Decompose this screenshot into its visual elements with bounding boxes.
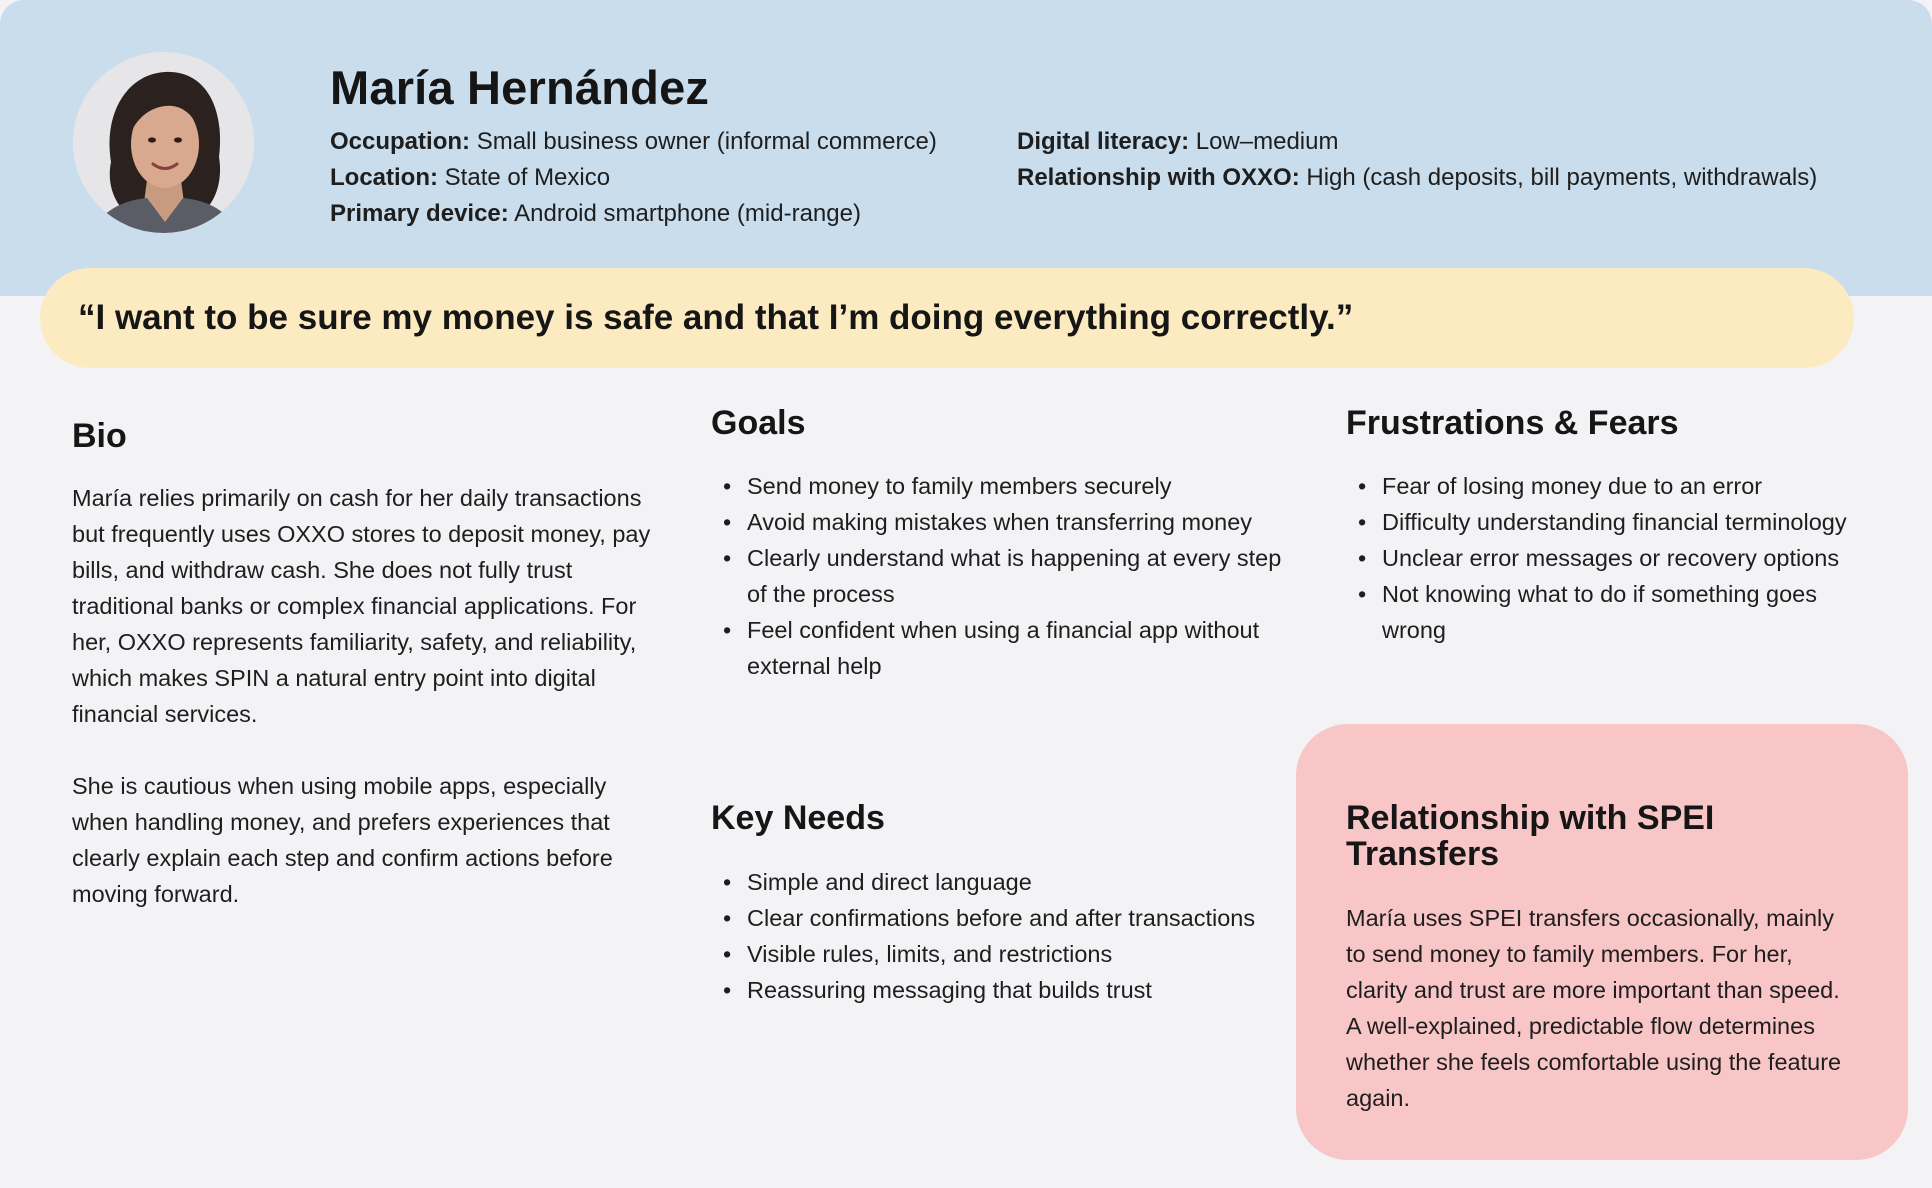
list-item: • Feel confident when using a financial app without external help (711, 612, 1291, 684)
list-item: • Visible rules, limits, and restrictions (711, 936, 1291, 972)
list-item: • Difficulty understanding financial terminology (1346, 504, 1866, 540)
list-item: • Simple and direct language (711, 864, 1291, 900)
spei-title: Relationship with SPEI Transfers (1346, 799, 1715, 873)
goals-title: Goals (711, 404, 806, 442)
persona-name: María Hernández (330, 61, 710, 114)
key-needs-title: Key Needs (711, 799, 885, 837)
goals-list (711, 468, 1291, 684)
list-item: • Avoid making mistakes when transferring money (711, 504, 1291, 540)
detail-digital-literacy: Digital literacy: Low–medium (1017, 128, 1339, 155)
frustrations-list (1346, 468, 1866, 648)
avatar (73, 52, 254, 233)
key-needs-list (711, 864, 1291, 1008)
list-item: • Send money to family members securely (711, 468, 1291, 504)
bio-title: Bio (72, 417, 127, 455)
list-item: • Not knowing what to do if something goes wrong (1346, 576, 1866, 648)
persona-quote (40, 268, 1854, 368)
detail-location: Location: State of Mexico (330, 164, 611, 191)
list-item: • Clear confirmations before and after transactions (711, 900, 1291, 936)
persona-details-left (330, 124, 937, 232)
detail-primary-device: Primary device: Android smartphone (mid-range) (330, 200, 861, 227)
list-item: • Reassuring messaging that builds trust (711, 972, 1291, 1008)
list-item: • Clearly understand what is happening at every step of the process (711, 540, 1291, 612)
persona-details-right (1017, 124, 1817, 196)
list-item: • Unclear error messages or recovery options (1346, 540, 1866, 576)
detail-occupation: Occupation: Small business owner (informal commerce) (330, 128, 937, 155)
frustrations-title: Frustrations & Fears (1346, 404, 1679, 442)
bio-paragraph-1: María relies primarily on cash for her daily transactions but frequently uses OXXO stores to deposit money, pay bills, and withdraw cash. She does not fully trust traditional banks or complex financial applications. For her, OXXO represents familiarity, safety, and reliability, which makes SPIN a natural entry point into digital financial services. (72, 485, 651, 727)
quote-text: “I want to be sure my money is safe and that I’m doing everything correctly.” (78, 298, 1354, 337)
bio-paragraph-2: She is cautious when using mobile apps, especially when handling money, and prefers experiences that clearly explain each step and confirm actions before moving forward. (72, 773, 613, 907)
portrait-image (73, 52, 254, 233)
detail-relationship-oxxo: Relationship with OXXO: High (cash deposits, bill payments, withdrawals) (1017, 164, 1818, 191)
spei-text: María uses SPEI transfers occasionally, mainly to send money to family members. For her, clarity and trust are more important than speed. A well-explained, predictable flow determines whether she feels comfortable using the feature again. (1346, 905, 1842, 1111)
list-item: • Fear of losing money due to an error (1346, 468, 1866, 504)
